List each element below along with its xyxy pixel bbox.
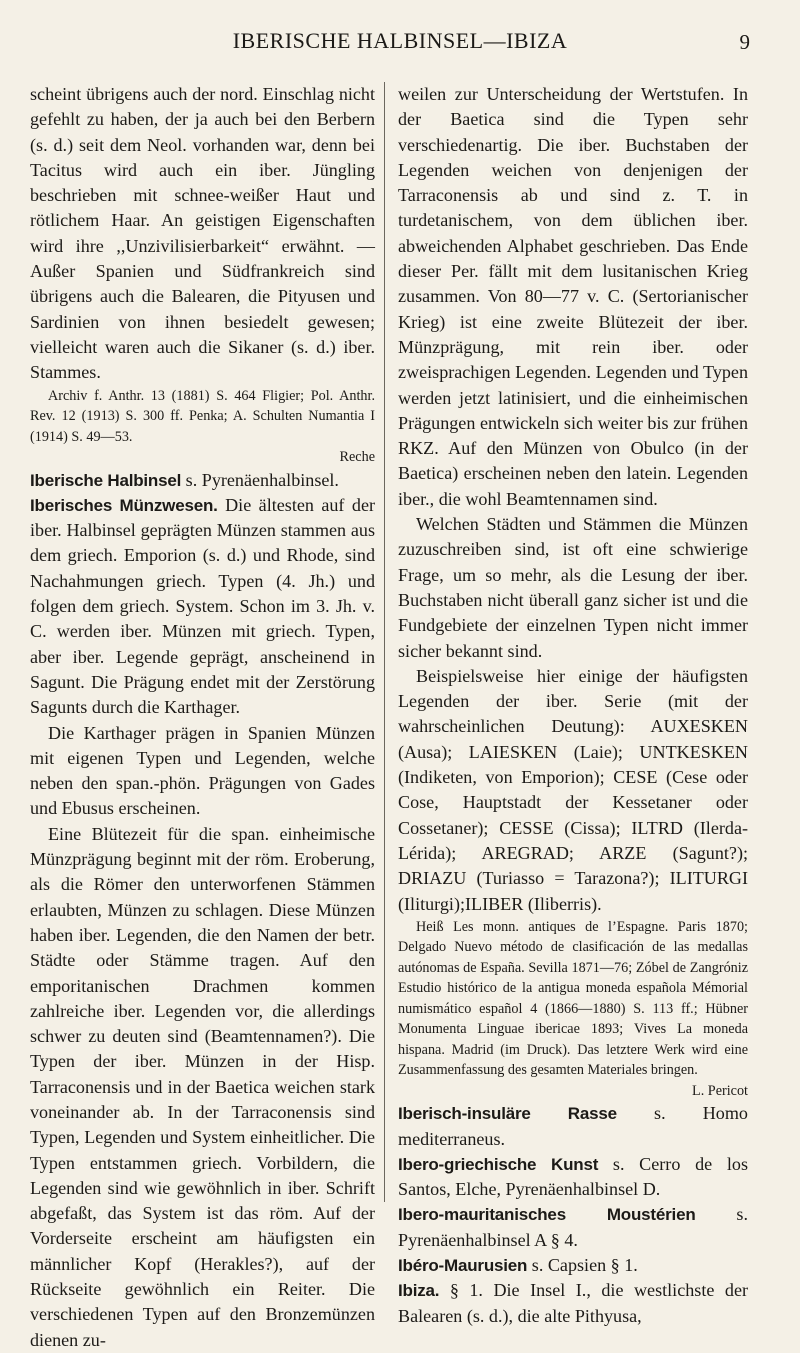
author-signature: Reche [339, 449, 375, 466]
entry-text: s. Pyrenäenhalbinsel. [181, 469, 339, 490]
entry-ibero-griechische-kunst [398, 1152, 748, 1203]
entry-iberisch-insulaere-rasse [398, 1101, 748, 1152]
right-column [398, 82, 748, 1329]
entry-ibero-maurusien [398, 1253, 748, 1278]
column-divider [384, 82, 385, 1202]
paragraph: scheint übrigens auch der nord. Einschlag nicht gefehlt zu haben, der ja auch bei den Berbern (s. d.) seit dem Neol. vorhanden war, denn bei Tacitus wird auch ein iber. Jüngling beschrieben mit schnee-weißer Haut und rötlichem Haar. An geistigen Eigenschaften wird ihre ,,Unzivilisierbarkeit“ erwähnt. — Außer Spanien und Südfrankreich sind übrigens auch die Balearen, die Pityusen und Sardinien von ihnen besiedelt gewesen; vielleicht waren auch die Sikaner (s. d.) iber. Stammes. [30, 84, 375, 383]
entry-headword: Ibero-mauritanisches Moustérien [398, 1205, 696, 1225]
header-title: IBERISCHE HALBINSEL—IBIZA [232, 28, 568, 53]
paragraph: Die Karthager prägen in Spanien Münzen mit eigenen Typen und Legenden, welche neben den span.-phön. Prägungen von Gades und Ebusus erscheinen. [30, 722, 375, 819]
entry-headword: Iberisches Münzwesen. [30, 495, 218, 515]
entry-text: § 1. Die Insel I., die westlichste der Balearen (s. d.), die alte Pithyusa, [398, 1280, 748, 1326]
paragraph: Welchen Städten und Stämmen die Münzen zuzuschreiben sind, ist oft eine schwierige Frage, um so mehr, als die Lesung der iber. Buchstaben nicht überall ganz sicher ist und die Fundgebiete der einzelnen Typen nicht immer sicher bekannt sind. [398, 514, 748, 661]
entry-text: s. Cerro de los Santos, Elche, Pyrenäenhalbinsel D. [398, 1153, 748, 1200]
entry-headword: Ibero-griechische Kunst [398, 1154, 599, 1174]
entry-iberische-halbinsel [30, 468, 375, 493]
entry-headword: Ibéro-Maurusien [398, 1256, 528, 1276]
entry-text: Die ältesten auf der iber. Halbinsel geprägten Münzen stammen aus dem griech. Emporion (s. d.) und Rhode, sind Nachahmungen griech. Typen (4. Jh.) und folgen dem griech. System. Schon im 3. Jh. v. C. werden iber. Münzen mit griech. Typen, aber iber. Legende geprägt, anscheinend in Sagunt. Die Prägung endet mit der Zerstörung Sagunts durch die Karthager. [30, 494, 375, 718]
entry-text: s. Capsien § 1. [527, 1255, 638, 1276]
entry-ibiza [398, 1278, 748, 1329]
left-column [30, 82, 375, 1353]
entry-text: s. Pyrenäenhalbinsel A § 4. [398, 1204, 748, 1250]
entry-headword: Iberisch-insuläre Rasse [398, 1104, 617, 1124]
entry-headword: Iberische Halbinsel [30, 470, 182, 490]
entry-ibero-mauritanisches-mousterien [398, 1202, 748, 1253]
paragraph: weilen zur Unterscheidung der Wertstufen. In der Baetica sind die Typen sehr verschiedenartig. Die iber. Buchstaben der Legenden weichen von denjenigen der Tarraconensis ab und sind z. T. in turdetanischem, von dem üblichen iber. abweichenden Alphabet geschrieben. Das Ende dieser Per. fällt mit dem lusitanischen Krieg zusammen. Von 80—77 v. C. (Sertorianischer Krieg) ist eine zweite Blütezeit der iber. Münzprägung, mit rein iber. oder zweisprachigen Legenden. Legenden und Typen werden jetzt latinisiert, und die einheimischen Prägungen entwickeln sich weiter bis zur frühen RKZ. Auf den Münzen von Obulco (in der Baetica) erscheinen neben den latein. Legenden iber., die wohl Beamtennamen sind. [398, 84, 748, 509]
running-header [0, 28, 800, 58]
paragraph: Eine Blütezeit für die span. einheimische Münzprägung beginnt mit der röm. Eroberung, als die Römer den unterworfenen Stämmen erlaubten, Münzen zu schlagen. Diese Münzen haben iber. Legenden, die den Namen der betr. Städte oder Stämme tragen. Auf den emporitanischen Drachmen kommen zahlreiche iber. Legenden vor, die allerdings schwer zu deuten sind (Beamtennamen?). Die Typen der iber. Münzen in der Hisp. Tarraconensis und in der Baetica weichen stark voneinander ab. In der Tarraconensis sind Typen, Legenden und System einheitlicher. Die Typen entstammen griech. Vorbildern, die Legenden sind wie gewöhnlich in iber. Schrift abgefaßt, das System ist das röm. Auf der Vorderseite erscheint am häufigsten ein männlicher Kopf (Herakles?), auf der Rückseite gewöhnlich ein Reiter. Die verschiedenen Typen auf den Bronzemünzen dienen zu- [30, 823, 375, 1350]
author-signature: L. Pericot [692, 1082, 748, 1099]
entry-headword: Ibiza. [398, 1281, 440, 1301]
entry-iberisches-muenzwesen [30, 493, 375, 721]
reference-note: Heiß Les monn. antiques de l’Espagne. Paris 1870; Delgado Nuevo método de clasificación de las medallas autónomas de España. Sevilla 1871—76; Zóbel de Zangróniz Estudio histórico de la antigua moneda española Mémorial numismático español 4 (1866—1880) S. 113 ff.; Hübner Monumenta Linguae ibericae 1893; Vives La moneda hispana. Madrid (im Druck). Das letztere Werk wird eine Zusammenfassung des gesamten Materiales bringen. [398, 918, 748, 1079]
paragraph: Beispielsweise hier einige der häufigsten Legenden der iber. Serie (mit der wahrscheinlichen Deutung): AUXESKEN (Ausa); LAIESKEN (Laie); UNTKESKEN (Indiketen, von Emporion); CESE (Cese oder Cose, Hauptstadt der Kessetaner oder Cossetaner); CESSE (Cissa); ILTRD (Ilerda-Lérida); AREGRAD; ARZE (Sagunt?); DRIAZU (Turiasso = Tarazona?); ILITURGI (Iliturgi);ILIBER (Iliberris). [398, 665, 748, 914]
page-number: 9 [739, 30, 750, 54]
reference-note: Archiv f. Anthr. 13 (1881) S. 464 Fligier; Pol. Anthr. Rev. 12 (1913) S. 300 ff. Penka; A. Schulten Numantia I (1914) S. 49—53. [30, 387, 375, 445]
entry-text: s. Homo mediterraneus. [398, 1103, 748, 1149]
